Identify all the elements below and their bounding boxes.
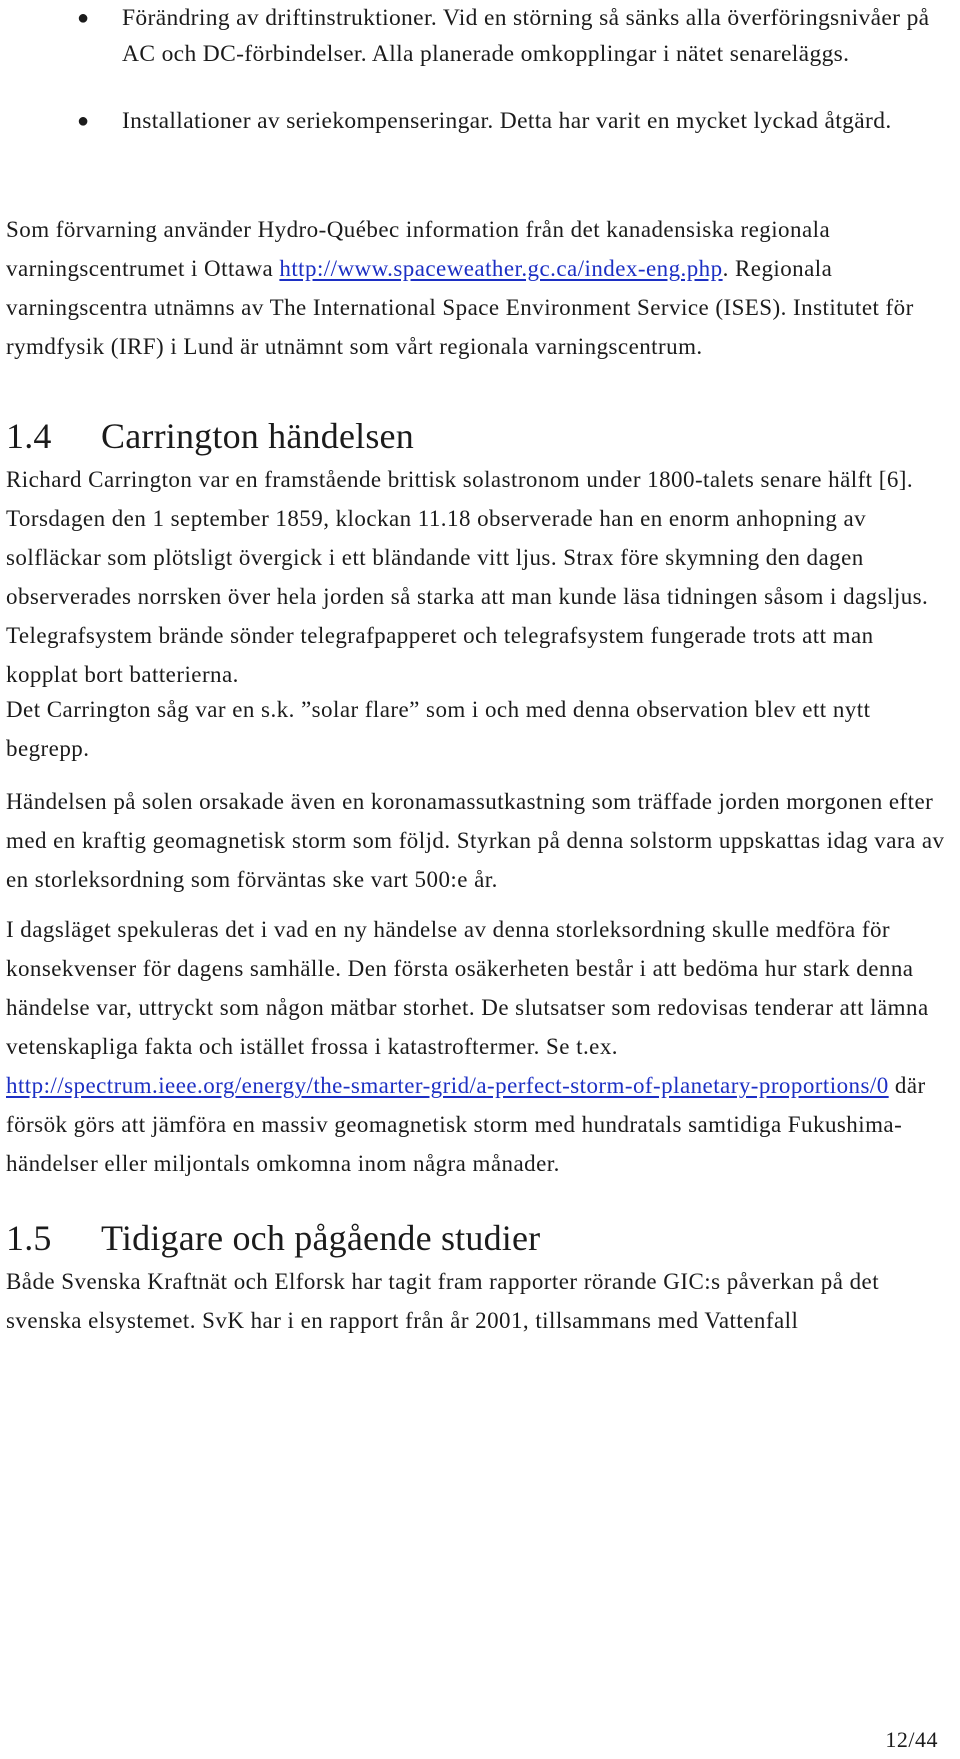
bullet-item [0, 0, 960, 72]
paragraph-studies [6, 1262, 946, 1340]
bullet-icon: ● [77, 110, 90, 132]
bullet-text: Förändring av driftinstruktioner. Vid en störning så sänks alla överföringsnivåer på AC och DC-förbindelser. Alla planerade omkopplingar i nätet senareläggs. [122, 5, 930, 67]
bullet-item [0, 103, 960, 139]
paragraph-text: Både Svenska Kraftnät och Elforsk har tagit fram rapporter rörande GIC:s påverkan på det svenska elsystemet. SvK har i en rapport från år 2001, tillsammans med Vattenfall [6, 1269, 880, 1333]
paragraph-text: Som förvarning använder Hydro-Québec information från det kanadensiska regionala varningscentrumet i Ottawa [6, 217, 831, 281]
section-number: 1.4 [6, 416, 52, 456]
section-heading-1-5 [6, 1216, 540, 1260]
paragraph-text: . Regionala varningscentra utnämns av The International Space Environment Service (ISES). Institutet för rymdfysik (IRF) i Lund är utnämnt som vårt regionala varningscentrum. [6, 256, 914, 359]
section-number: 1.5 [6, 1218, 52, 1258]
paragraph-text: där försök görs att jämföra en massiv geomagnetisk storm med hundratals samtidiga Fukushima-händelser eller miljontals omkomna inom några månader. [6, 1073, 926, 1176]
section-title: Tidigare och pågående studier [101, 1218, 541, 1258]
bullet-text: Installationer av seriekompenseringar. Detta har varit en mycket lyckad åtgärd. [122, 108, 892, 134]
paragraph-carrington-intro [6, 460, 946, 694]
page-number: 12/44 [885, 1727, 938, 1752]
paragraph-text: Richard Carrington var en framstående brittisk solastronom under 1800-talets senare hälft [6]. Torsdagen den 1 september 1859, klockan 11.18 observerade han en enorm anhopning av solfläckar som plötsligt övergick i ett bländande vitt ljus. Strax före skymning den dagen observerades norrsken över hela jorden så starka att man kunde läsa tidningen såsom i dagsljus. Telegrafsystem brände sönder telegrafpapperet och telegrafsystem fungerade trots att man kopplat bort batterierna. [6, 467, 929, 687]
spectrum-ieee-link[interactable]: http://spectrum.ieee.org/energy/the-smarter-grid/a-perfect-storm-of-planetary-proportions/0 [6, 1073, 889, 1098]
bullet-list [0, 0, 960, 139]
paragraph-coronal-mass-ejection [6, 782, 946, 899]
paragraph-warning [6, 210, 946, 366]
paragraph-speculation [6, 910, 946, 1183]
section-heading-1-4 [6, 414, 414, 458]
paragraph-text: I dagsläget spekuleras det i vad en ny händelse av denna storleksordning skulle medföra för konsekvenser för dagens samhälle. Den första osäkerheten består i att bedöma hur stark denna händelse var, uttryckt som någon mätbar storhet. De slutsatser som redovisas tenderar att lämna vetenskapliga fakta och istället frossa i katastroftermer. Se t.ex. [6, 917, 929, 1059]
paragraph-text: Det Carrington såg var en s.k. ”solar flare” som i och med denna observation blev ett nytt begrepp. [6, 697, 871, 761]
paragraph-solar-flare [6, 690, 946, 768]
paragraph-text: Händelsen på solen orsakade även en koronamassutkastning som träffade jorden morgonen efter med en kraftig geomagnetisk storm som följd. Styrkan på denna solstorm uppskattas idag vara av en storleksordning som förväntas ske vart 500:e år. [6, 789, 945, 892]
section-title: Carrington händelsen [101, 416, 414, 456]
bullet-icon: ● [77, 7, 90, 29]
spaceweather-link[interactable]: http://www.spaceweather.gc.ca/index-eng.php [279, 256, 723, 281]
